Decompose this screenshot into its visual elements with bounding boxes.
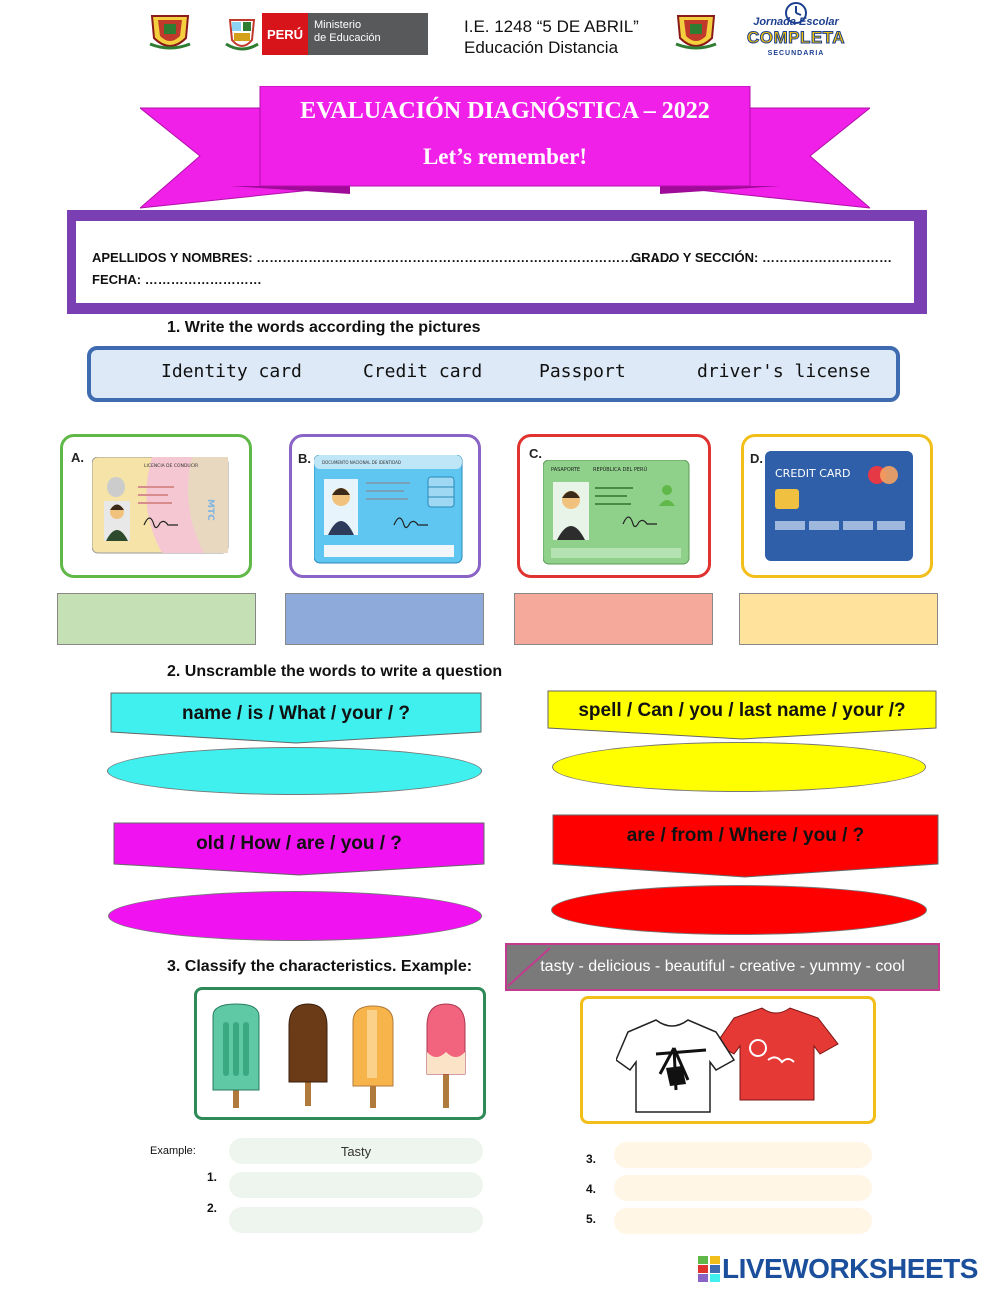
word-credit-card: Credit card [363,361,483,382]
passport-label: PASAPORTE [551,467,581,473]
drivers-license-image [92,457,230,555]
answer-number-3: 3. [586,1152,597,1166]
answer-line-3[interactable] [614,1142,872,1168]
passport-country: REPÚBLICA DEL PERÚ [593,467,648,473]
question-4-words: are / from / Where / you / ? [626,825,865,846]
mtc-label: MTC [205,499,215,521]
tshirts-image [616,1004,846,1116]
passport-image [543,460,691,566]
picture-letter-a: A. [71,450,84,465]
question-2-words: spell / Can / you / last name / your /? [578,700,906,721]
grade-section-field[interactable]: GRADO Y SECCIÓN: ………………………… [631,250,892,265]
question-1-words: name / is / What / your / ? [181,703,411,724]
strikethrough-mark [506,944,556,990]
liveworksheets-brand: LIVEWORKSHEETS [722,1253,978,1284]
example-answer: Tasty [229,1138,483,1164]
jec-logo-sub: SECUNDARIA [767,50,825,57]
characteristics-list: tasty - delicious - beautiful - creative - yummy - cool [505,943,940,991]
example-label: Example: [150,1145,196,1157]
jec-logo [742,2,850,62]
liveworksheets-icon [698,1256,720,1282]
answer-box-b[interactable] [285,593,484,645]
dni-header: DOCUMENTO NACIONAL DE IDENTIDAD [322,460,401,465]
answer-pill-1[interactable] [107,747,482,795]
answer-box-c[interactable] [514,593,713,645]
word-identity-card: Identity card [161,361,302,382]
answer-pill-2[interactable] [552,742,926,792]
identity-card-image [314,455,464,565]
answer-box-d[interactable] [739,593,938,645]
section-3-title: 3. Classify the characteristics. Example: [167,958,473,975]
answer-line-2[interactable] [229,1207,483,1233]
jec-logo-top: Jornada Escolar [753,16,839,28]
date-field[interactable]: FECHA: ……………………… [92,272,262,287]
credit-card-image [765,451,915,563]
word-passport: Passport [539,361,626,382]
word-drivers-license: driver's license [697,361,871,382]
jec-logo-main: COMPLETA [746,28,846,47]
section-2-title: 2. Unscramble the words to write a question [167,663,503,680]
liveworksheets-logo [698,1253,978,1285]
school-name: I.E. 1248 “5 DE ABRIL” [464,17,639,36]
answer-box-a[interactable] [57,593,256,645]
credit-card-label: CREDIT CARD [775,467,851,480]
picture-letter-b: B. [298,451,311,466]
answer-number-1: 1. [207,1170,218,1184]
name-field[interactable]: APELLIDOS Y NOMBRES: …………………………………………………………………………………… [92,250,673,265]
school-modality: Educación Distancia [464,38,619,57]
answer-number-5: 5. [586,1212,597,1226]
picture-letter-d: D. [750,451,763,466]
school-crest-left-icon [146,8,194,56]
section-1-title: 1. Write the words according the pictures [167,319,481,336]
popsicles-image [205,1002,475,1110]
answer-number-4: 4. [586,1182,597,1196]
answer-number-2: 2. [207,1201,218,1215]
answer-pill-3[interactable] [108,891,482,941]
worksheet-title: EVALUACIÓN DIAGNÓSTICA – 2022 [300,98,710,124]
peru-flag-label: PERÚ [262,13,308,55]
worksheet-subtitle: Let’s remember! [422,144,588,169]
answer-line-4[interactable] [614,1175,872,1201]
answer-pill-4[interactable] [551,885,927,935]
license-header: LICENCIA DE CONDUCIR [144,464,199,469]
ministry-logo [262,13,428,55]
peru-coat-of-arms-icon [224,14,260,54]
question-3-words: old / How / are / you / ? [196,833,402,854]
school-crest-right-icon [672,8,720,56]
answer-line-5[interactable] [614,1208,872,1234]
answer-line-1[interactable] [229,1172,483,1198]
ministry-label: Ministerio de Educación [314,19,381,44]
school-name-block [464,16,639,58]
picture-letter-c: C. [529,446,542,461]
